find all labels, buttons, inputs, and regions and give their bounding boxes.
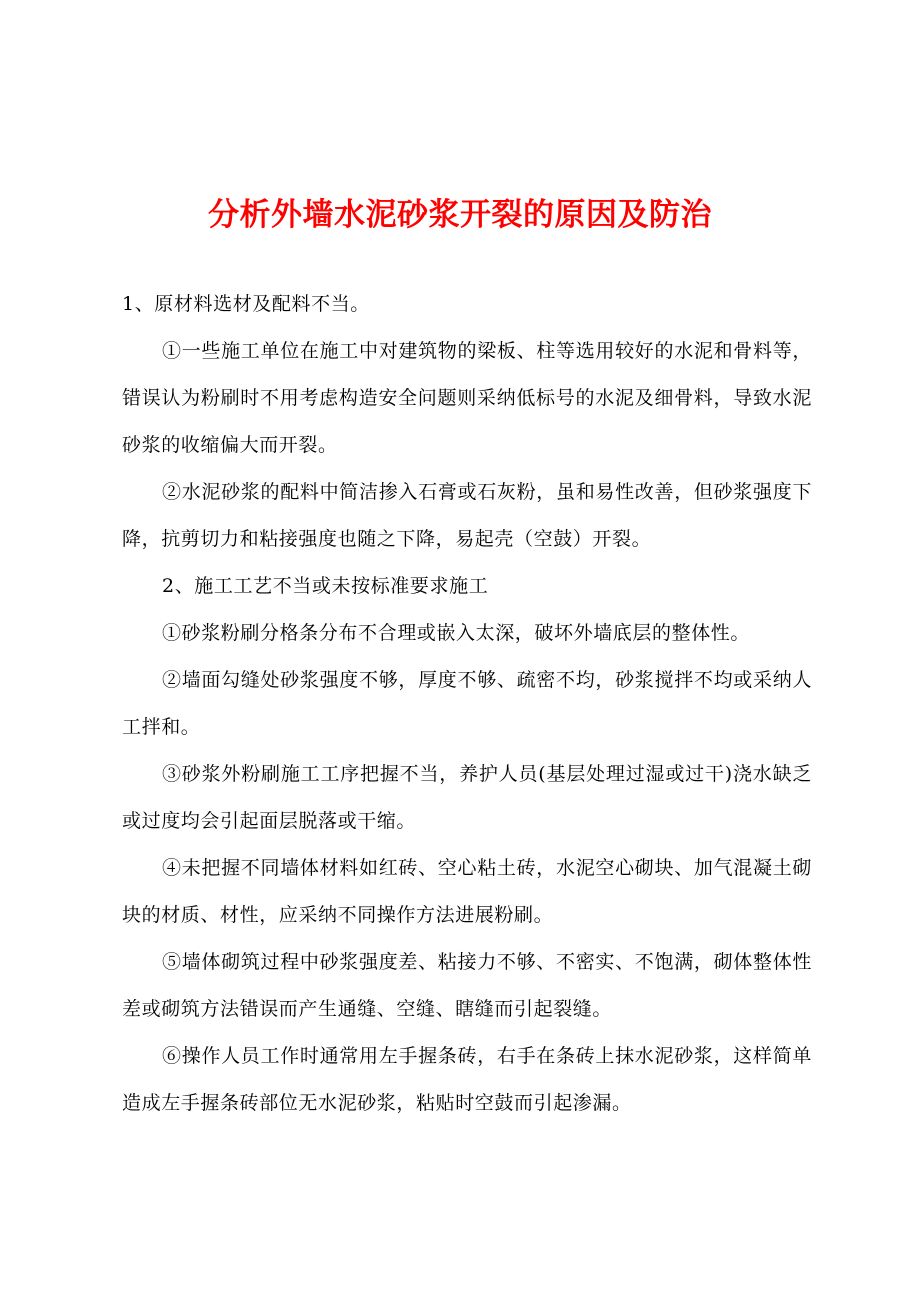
body-paragraph: ⑤墙体砌筑过程中砂浆强度差、粘接力不够、不密实、不饱满，砌体整体性差或砌筑方法错误而产生通缝、空缝、瞎缝而引起裂缝。 (122, 951, 812, 1020)
section-heading: 1、原材料选材及配料不当。 (122, 293, 370, 315)
document-body (122, 281, 812, 1127)
section-heading: 2、施工工艺不当或未按标准要求施工 (162, 575, 489, 597)
body-paragraph: ⑥操作人员工作时通常用左手握条砖，右手在条砖上抹水泥砂浆，这样简单造成左手握条砖部位无水泥砂浆，粘贴时空鼓而引起渗漏。 (122, 1045, 812, 1114)
document-title: 分析外墙水泥砂浆开裂的原因及防治 (208, 197, 712, 233)
body-paragraph: ②水泥砂浆的配料中简洁掺入石膏或石灰粉，虽和易性改善，但砂浆强度下降，抗剪切力和粘接强度也随之下降，易起壳（空鼓）开裂。 (122, 481, 812, 550)
body-paragraph: ②墙面勾缝处砂浆强度不够，厚度不够、疏密不均，砂浆搅拌不均或采纳人工拌和。 (122, 669, 812, 738)
body-paragraph: ④未把握不同墙体材料如红砖、空心粘土砖，水泥空心砌块、加气混凝土砌块的材质、材性，应采纳不同操作方法进展粉刷。 (122, 857, 812, 926)
body-paragraph: ③砂浆外粉刷施工工序把握不当，养护人员(基层处理过湿或过干)浇水缺乏或过度均会引起面层脱落或干缩。 (122, 763, 812, 832)
body-paragraph: ①砂浆粉刷分格条分布不合理或嵌入太深，破坏外墙底层的整体性。 (162, 622, 751, 644)
body-paragraph: ①一些施工单位在施工中对建筑物的梁板、柱等选用较好的水泥和骨料等，错误认为粉刷时不用考虑构造安全问题则采纳低标号的水泥及细骨料，导致水泥砂浆的收缩偏大而开裂。 (122, 340, 812, 456)
